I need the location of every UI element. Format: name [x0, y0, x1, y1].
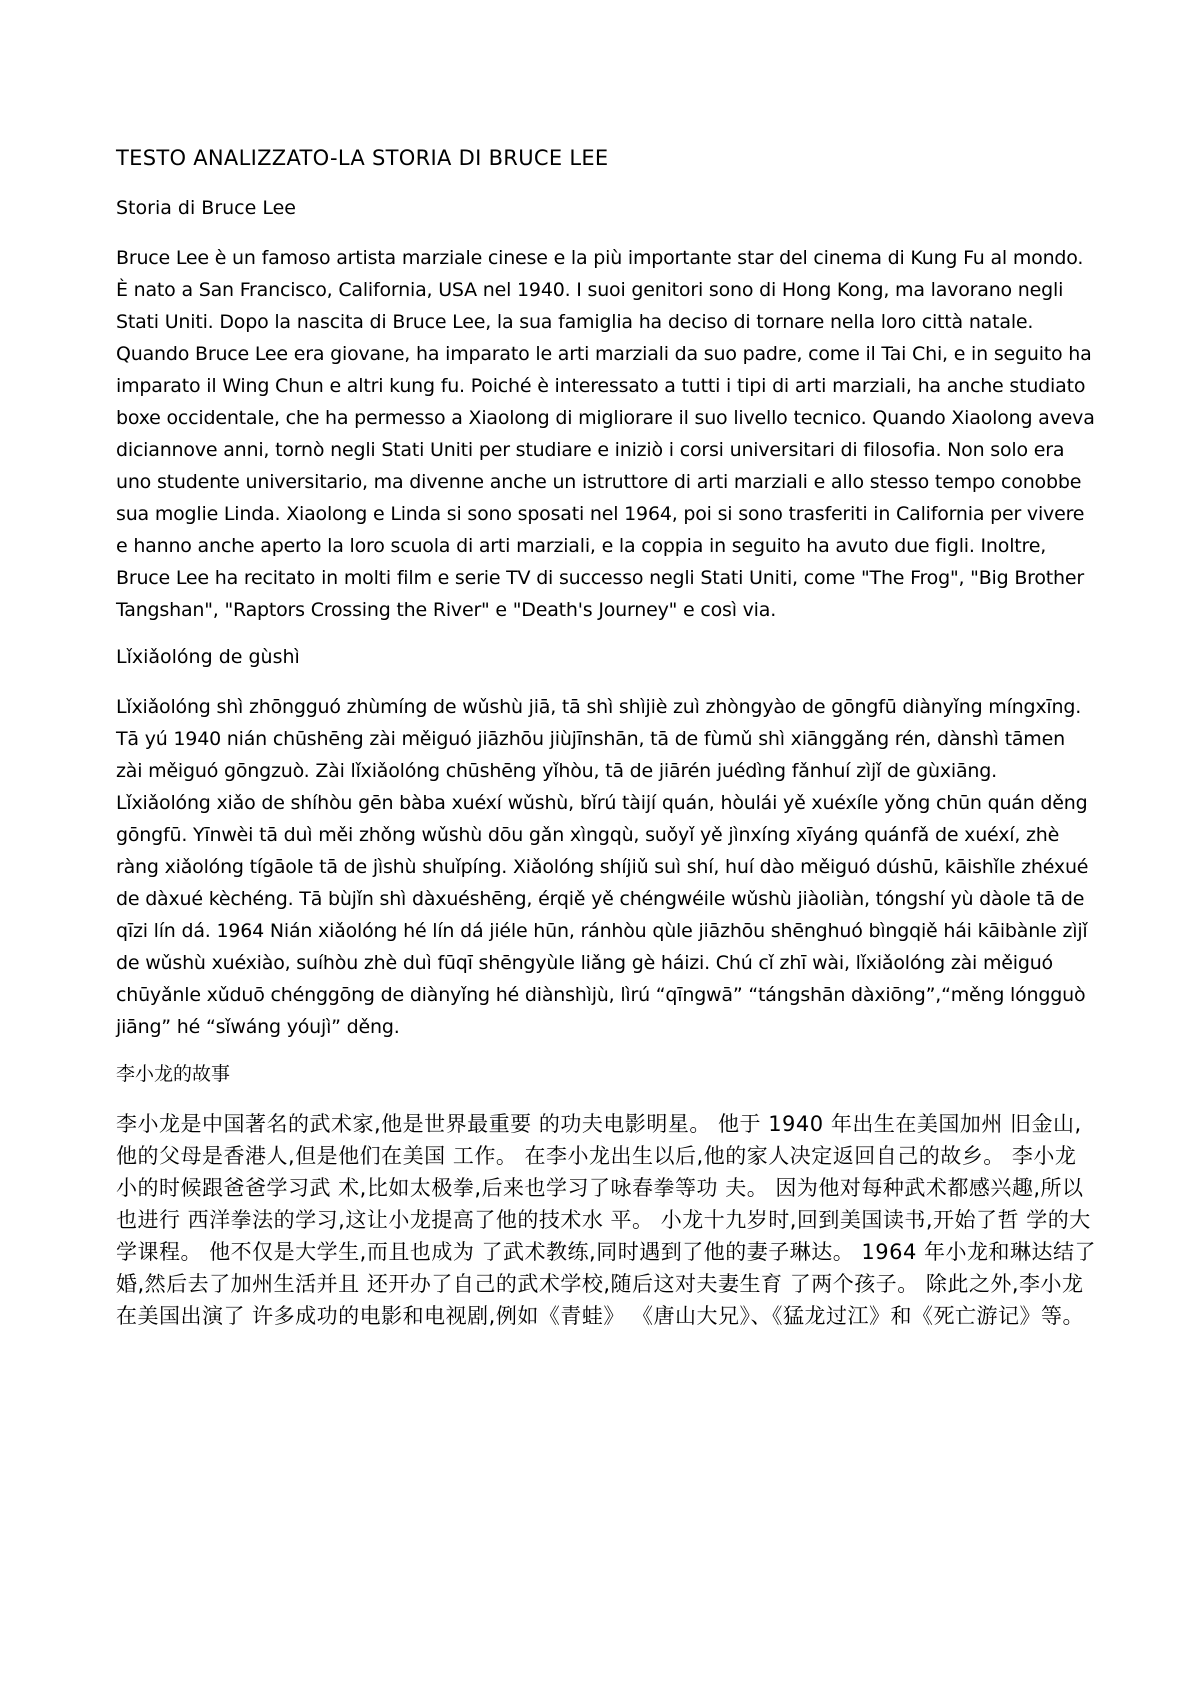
section-heading-pinyin: Lǐxiǎolóng de gùshì — [116, 645, 300, 668]
section-body-italian: Bruce Lee è un famoso artista marziale cinese e la più importante star del cinema di Kung Fu al mondo. È nato a San Francisco, California, USA nel 1940. I suoi genitori sono di Hong Kong, ma lavorano negli Stati Uniti. Dopo la nascita di Bruce Lee, la sua famiglia ha deciso di tornare nella loro città natale. Quando Bruce Lee era giovane, ha imparato le arti marziali da suo padre, come il Tai Chi, e in seguito ha imparato il Wing Chun e altri kung fu. Poiché è interessato a tutti i tipi di arti marziali, ha anche studiato boxe occidentale, che ha permesso a Xiaolong di migliorare il suo livello tecnico. Quando Xiaolong aveva diciannove anni, tornò negli Stati Uniti per studiare e iniziò i corsi universitari di filosofia. Non solo era uno studente universitario, ma divenne anche un istruttore di arti marziali e allo stesso tempo conobbe sua moglie Linda. Xiaolong e Linda si sono sposati nel 1964, poi si sono trasferiti in California per vivere e hanno anche aperto la loro scuola di arti marziali, e la coppia in seguito ha avuto due figli. Inoltre, Bruce Lee ha recitato in molti film e serie TV di successo negli Stati Uniti, come "The Frog", "Big Brother Tangshan", "Raptors Crossing the River" e "Death's Journey" e così via. — [116, 246, 1095, 621]
section-body-pinyin: Lǐxiǎolóng shì zhōngguó zhùmíng de wǔshù jiā, tā shì shìjiè zuì zhòngyào de gōngfū diànyǐng míngxīng. Tā yú 1940 nián chūshēng zài měiguó jiāzhōu jiùjīnshān, tā de fùmǔ shì xiānggǎng rén, dànshì tāmen zài měiguó gōngzuò. Zài lǐxiǎolóng chūshēng yǐhòu, tā de jiārén juédìng fǎnhuí zìjǐ de gùxiāng. Lǐxiǎolóng xiǎo de shíhòu gēn bàba xuéxí wǔshù, bǐrú tàijí quán, hòulái yě xuéxíle yǒng chūn quán děng gōngfū. Yīnwèi tā duì měi zhǒng wǔshù dōu gǎn xìngqù, suǒyǐ yě jìnxíng xīyáng quánfǎ de xuéxí, zhè ràng xiǎolóng tígāole tā de jìshù shuǐpíng. Xiǎolóng shíjiǔ suì shí, huí dào měiguó dúshū, kāishǐle zhéxué de dàxué kèchéng. Tā bùjǐn shì dàxuéshēng, érqiě yě chéngwéile wǔshù jiàoliàn, tóngshí yù dàole tā de qīzi lín dá. 1964 Nián xiǎolóng hé lín dá jiéle hūn, ránhòu qùle jiāzhōu shēnghuó bìngqiě hái kāibànle zìjǐ de wǔshù xuéxiào, suíhòu zhè duì fūqī shēngyùle liǎng gè háizi. Chú cǐ zhī wài, lǐxiǎolóng zài měiguó chūyǎnle xǔduō chénggōng de diànyǐng hé diànshìjù, lìrú “qīngwā” “tángshān dàxiōng”,“měng lóngguò jiāng” hé “sǐwáng yóujì” děng. — [116, 695, 1089, 1038]
section-heading-italian: Storia di Bruce Lee — [116, 197, 296, 220]
document-content — [116, 146, 1096, 1332]
section-body-chinese: 李小龙是中国著名的武术家,他是世界最重要 的功夫电影明星。 他于 1940 年出生在美国加州 旧金山,他的父母是香港人,但是他们在美国 工作。 在李小龙出生以后,他的家人决定返回自己的故乡。 李小龙小的时候跟爸爸学习武 术,比如太极拳,后来也学习了咏春拳等功 夫。 因为他对每种武术都感兴趣,所以也进行 西洋拳法的学习,这让小龙提高了他的技术水 平。 小龙十九岁时,回到美国读书,开始了哲 学的大学课程。 他不仅是大学生,而且也成为 了武术教练,同时遇到了他的妻子琳达。 1964 年小龙和琳达结了婚,然后去了加州生活并且 还开办了自己的武术学校,随后这对夫妻生育 了两个孩子。 除此之外,李小龙在美国出演了 许多成功的电影和电视剧,例如《青蛙》 《唐山大兄》、《猛龙过江》和《死亡游记》等。 — [116, 1111, 1096, 1328]
section-heading-chinese: 李小龙的故事 — [116, 1062, 231, 1085]
document-title: TESTO ANALIZZATO-LA STORIA DI BRUCE LEE — [116, 146, 609, 170]
